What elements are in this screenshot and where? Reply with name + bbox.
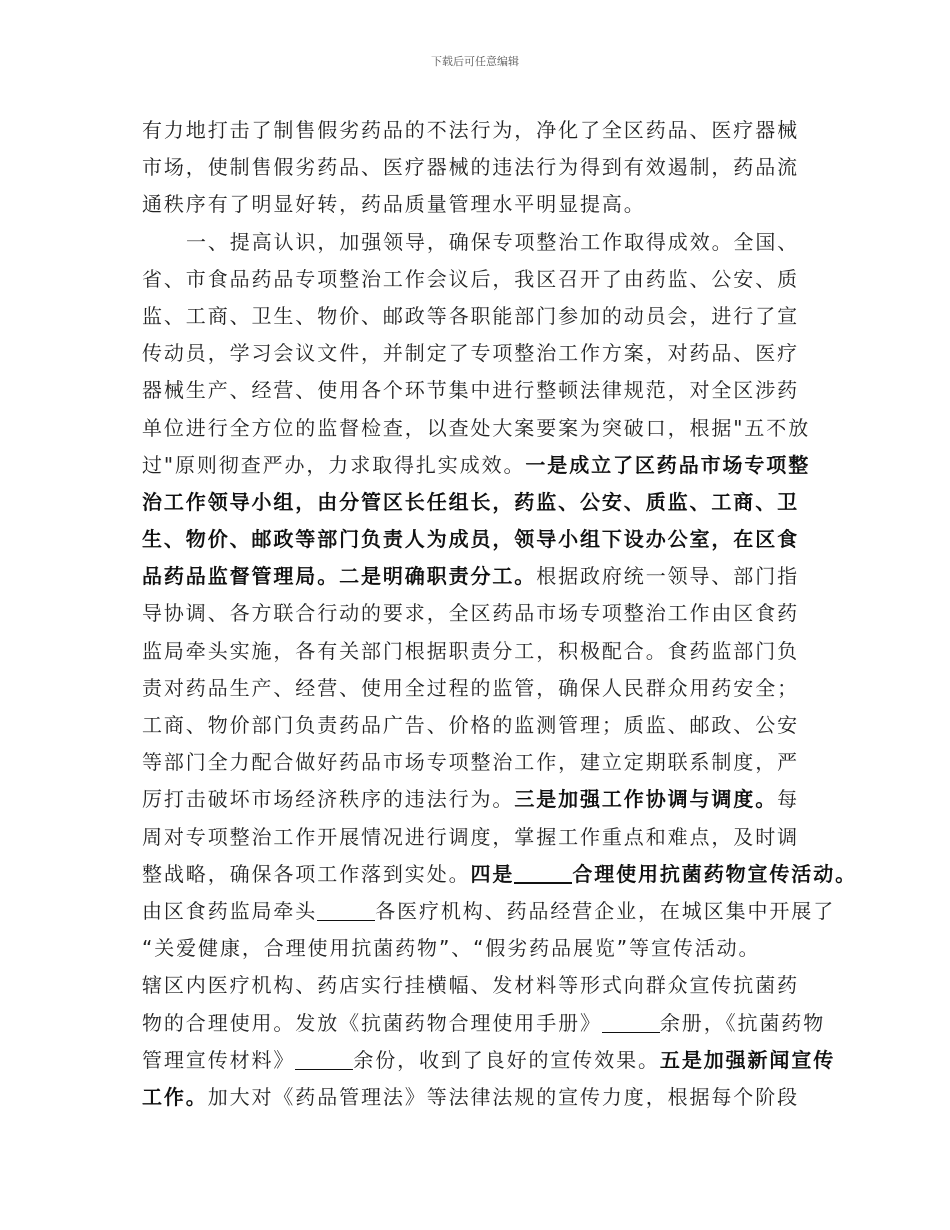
text-line	[142, 298, 832, 335]
page-header: 下载后可任意编辑	[431, 55, 519, 68]
text-line	[142, 744, 832, 781]
text-run: 有力地打击了制售假劣药品的不法行为，净化了全区药品、医疗器械	[142, 118, 799, 142]
text-line	[142, 112, 832, 149]
fill-in-blank	[514, 864, 572, 884]
text-line	[142, 261, 832, 298]
text-line	[142, 633, 832, 670]
text-run: 整战略，确保各项工作落到实处。	[142, 861, 471, 886]
text-line	[142, 484, 832, 521]
text-line	[142, 781, 832, 818]
text-line	[142, 558, 832, 595]
text-run: 余份，收到了良好的宣传效果。	[353, 1047, 660, 1072]
text-line	[142, 707, 832, 744]
text-run: 导协调、各方联合行动的要求，全区药品市场专项整治工作由区食药	[142, 601, 799, 626]
text-run: 器械生产、经营、使用各个环节集中进行整顿法律规范，对全区涉药	[142, 378, 799, 403]
text-run: 厉打击破坏市场经济秩序的违法行为。	[142, 787, 515, 812]
text-line	[142, 930, 832, 967]
bold-run: 治工作领导小组，由分管区长任组长，药监、公安、质监、工商、卫	[142, 489, 799, 514]
text-run: 各医疗机构、药品经营企业，在城区集中开展了	[375, 898, 836, 923]
text-line	[142, 1042, 836, 1079]
bold-run: 五是加强新闻宣传	[659, 1047, 836, 1072]
text-run: 周对专项整治工作开展情况进行调度，掌握工作重点和难点，及时调	[142, 824, 799, 849]
bold-run: 一是成立了区药品市场专项整	[525, 452, 811, 477]
text-line	[142, 410, 832, 447]
bold-run: 工作。	[142, 1084, 208, 1109]
bold-run: 四是	[470, 861, 515, 886]
bold-run: 生、物价、邮政等部门负责人为成员，领导小组下设办公室，在区食	[142, 527, 799, 552]
text-run: 辖区内医疗机构、药店实行挂横幅、发材料等形式向群众宣传抗菌药	[142, 973, 799, 998]
text-run: 余册，《抗菌药物	[659, 1010, 826, 1035]
text-line	[142, 967, 832, 1004]
fill-in-blank	[602, 1014, 660, 1033]
text-run: 省、市食品药品专项整治工作会议后，我区召开了由药监、公安、质	[142, 266, 799, 291]
text-run: 一、提高认识，加强领导，确保专项整治工作取得成效。全国、	[186, 229, 800, 254]
text-line	[142, 224, 832, 261]
text-run: 加大对《药品管理法》等法律法规的宣传力度，根据每个阶段	[207, 1084, 800, 1109]
fill-in-blank	[295, 1051, 353, 1070]
bold-run: 品药品监督管理局。二是明确职责分工。	[142, 564, 537, 589]
text-run: 市场，使制售假劣药品、医疗器械的违法行为得到有效遏制，药品流	[142, 155, 799, 180]
text-run: 物的合理使用。发放《抗菌药物合理使用手册》	[142, 1010, 602, 1035]
text-line	[142, 893, 836, 930]
text-line	[142, 372, 832, 409]
text-line	[142, 149, 832, 186]
body-text	[142, 112, 858, 1116]
text-line	[142, 335, 832, 372]
bold-run: 合理使用抗菌药物宣传活动。	[572, 861, 858, 886]
text-line	[142, 819, 832, 856]
text-run: 传动员，学习会议文件，并制定了专项整治工作方案，对药品、医疗	[142, 341, 799, 366]
text-run: 管理宣传材料》	[142, 1047, 296, 1072]
text-line	[142, 1005, 832, 1042]
text-line	[142, 856, 858, 893]
text-line	[142, 1079, 832, 1116]
text-line	[142, 521, 832, 558]
text-run: “关爱健康，合理使用抗菌药物”、“假劣药品展览”等宣传活动。	[142, 936, 761, 961]
text-run: 根据政府统一领导、部门指	[536, 564, 800, 589]
text-line	[142, 447, 832, 484]
text-line	[142, 186, 832, 223]
bold-run: 三是加强工作协调与调度。	[514, 787, 778, 812]
text-run: 监、工商、卫生、物价、邮政等各职能部门参加的动员会，进行了宣	[142, 303, 799, 328]
text-run: 等部门全力配合做好药品市场专项整治工作，建立定期联系制度，严	[142, 750, 799, 775]
text-line	[142, 670, 832, 707]
text-run: 每	[777, 787, 800, 812]
text-run: 过"原则彻查严办，力求取得扎实成效。	[142, 452, 526, 477]
text-line	[142, 595, 832, 632]
text-run: 工商、物价部门负责药品广告、价格的监测管理；质监、邮政、公安	[142, 713, 799, 737]
text-run: 通秩序有了明显好转，药品质量管理水平明显提高。	[142, 192, 646, 217]
text-run: 责对药品生产、经营、使用全过程的监管，确保人民群众用药安全；	[142, 675, 799, 700]
text-run: 由区食药监局牵头	[142, 898, 318, 923]
fill-in-blank	[317, 902, 375, 921]
text-run: 监局牵头实施，各有关部门根据职责分工，积极配合。食药监部门负	[142, 638, 799, 663]
text-run: 单位进行全方位的监督检查，以查处大案要案为突破口，根据"五不放	[142, 415, 811, 440]
